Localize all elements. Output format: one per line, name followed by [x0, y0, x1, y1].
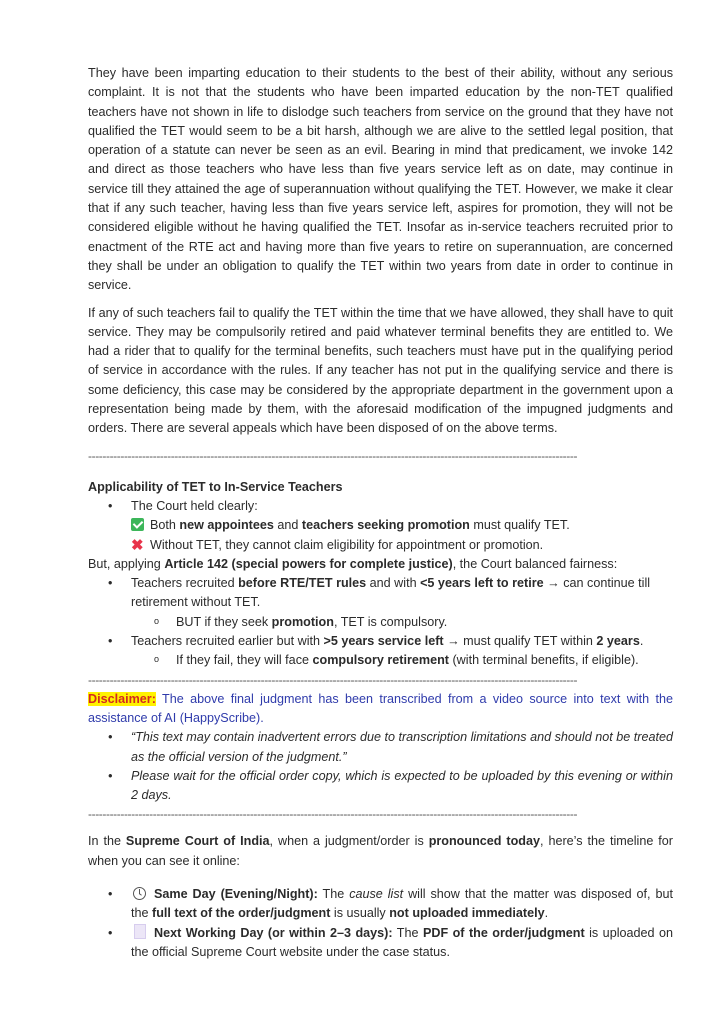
bold-text: Supreme Court of India	[125, 834, 270, 849]
text: must qualify TET.	[469, 518, 570, 533]
bold-text: teachers seeking promotion	[301, 518, 470, 533]
text: .	[639, 634, 644, 649]
text: The	[317, 886, 350, 901]
bold-text: compulsory retirement	[312, 653, 449, 668]
document-icon	[134, 924, 146, 939]
list-item	[88, 574, 673, 613]
court-held-list	[88, 497, 673, 516]
sub-list-item	[88, 613, 673, 632]
section-heading: Applicability of TET to In-Service Teachers	[88, 479, 343, 494]
cross-line	[88, 536, 673, 555]
text: But, applying	[88, 556, 165, 571]
text: will show that the matter was disposed of, but the	[131, 886, 673, 921]
text: Teachers recruited	[131, 576, 239, 591]
divider-line: ----------------------------------------------------------------------------------------------------------------------------------------	[88, 672, 578, 687]
list-item-text: The Court held clearly:	[131, 498, 258, 513]
text: The	[392, 925, 423, 940]
divider-line: ----------------------------------------------------------------------------------------------------------------------------------------	[88, 448, 578, 463]
timeline-list	[88, 885, 673, 962]
bold-text: Same Day (Evening/Night):	[154, 886, 318, 901]
bold-text: Next Working Day (or within 2–3 days):	[154, 925, 393, 940]
text: , when a judgment/order is	[269, 834, 429, 849]
text: is usually	[330, 906, 390, 921]
text: is uploaded on the official Supreme Court website under the case status.	[131, 925, 673, 959]
text: and	[273, 518, 302, 533]
bold-text: before RTE/TET rules	[238, 576, 367, 591]
bold-text: new appointees	[179, 518, 274, 533]
disclaimer-text: The above final judgment has been transcribed from a video source into text with the assistance of AI (HappyScribe).	[88, 691, 673, 725]
bold-text: Article 142 (special powers for complete justice)	[164, 556, 453, 571]
text: (with terminal benefits, if eligible).	[448, 653, 639, 668]
disclaimer-label: Disclaimer:	[88, 691, 156, 706]
text: If they fail, they will face	[176, 653, 313, 668]
text: Teachers recruited earlier but with	[131, 634, 324, 649]
text: → must qualify TET within	[443, 634, 597, 649]
bold-text: full text of the order/judgment	[152, 906, 331, 921]
text: In the	[88, 834, 126, 849]
bold-text: promotion	[271, 614, 334, 629]
text: Without TET, they cannot claim eligibility for appointment or promotion.	[150, 537, 544, 552]
list-item: • Please wait for the official order copy, which is expected to be uploaded by this evening or within 2 days.	[88, 767, 673, 806]
text: BUT if they seek	[176, 614, 272, 629]
text: , the Court balanced fairness:	[452, 556, 618, 571]
article-142-list	[88, 574, 673, 670]
list-item	[88, 497, 673, 516]
text: Both	[150, 518, 180, 533]
list-item	[88, 632, 673, 651]
article-142-line	[88, 555, 673, 574]
timeline-intro	[88, 832, 673, 871]
disclaimer-paragraph	[88, 690, 673, 729]
bold-text: not uploaded immediately	[389, 906, 545, 921]
italic-text: cause list	[349, 886, 404, 901]
text: and with	[366, 576, 421, 591]
list-item	[88, 885, 673, 924]
bold-text: >5 years service left	[323, 634, 444, 649]
bold-text: pronounced today	[428, 834, 541, 849]
check-mark-icon	[131, 518, 144, 531]
clock-icon	[133, 887, 146, 900]
sub-list-item	[88, 651, 673, 670]
paragraph-quit-service: If any of such teachers fail to qualify the TET within the time that we have allowed, they shall have to quit service. They may be compulsorily retired and paid whatever terminal benefits they are entitled to. We had a rider that to qualify for the terminal benefits, such teachers must have put in the qualifying period of service in accordance with the rules. If any teacher has not put in the qualifying service and there is some deficiency, this case may be considered by the appropriate department in the government upon a representation being made by them, with the aforesaid modification of the impugned judgments and orders. There are several appeals which have been disposed of on the above terms.	[88, 305, 673, 436]
bold-text: PDF of the order/judgment	[422, 925, 585, 940]
list-item: • “This text may contain inadvertent errors due to transcription limitations and should not be treated as the official version of the judgment.”	[88, 728, 673, 767]
text: , here’s the timeline for when you can see it online:	[88, 834, 673, 868]
bold-text: <5 years left to retire	[420, 576, 544, 591]
divider-line: ----------------------------------------------------------------------------------------------------------------------------------------	[88, 807, 578, 822]
cross-mark-icon: ✖	[131, 536, 144, 554]
text: , TET is compulsory.	[333, 614, 448, 629]
paragraph-teachers-service: They have been imparting education to their students to the best of their ability, without any serious complaint. It is not that the students who have been imparted education by the non-TET qualified teachers have not shown in life to dislodge such teachers from service on the ground that they have not qualified the TET would seem to be a bit harsh, although we are alive to the settled legal position, that operation of a statute can never be seen as an evil. Bearing in mind that predicament, we invoke 142 and direct as those teachers who have less than five years service left as on date, may continue in service till they attained the age of superannuation without qualifying the TET. However, we make it clear that if any such teacher, having less than five years service left, aspires for promotion, they will not be considered eligible without he having qualified the TET. Insofar as in-service teachers recruited prior to enactment of the RTE act and having more than five years to retire on superannuation, are concerned they shall be under an obligation to qualify the TET within two years from date in order to continue in service.	[88, 66, 673, 293]
check-line	[88, 516, 673, 535]
text: → can continue till retirement without TET.	[131, 576, 651, 610]
text: .	[544, 906, 549, 921]
document-page	[88, 64, 673, 962]
bold-text: 2 years	[596, 634, 640, 649]
disclaimer-list	[88, 728, 673, 805]
list-item	[88, 924, 673, 963]
